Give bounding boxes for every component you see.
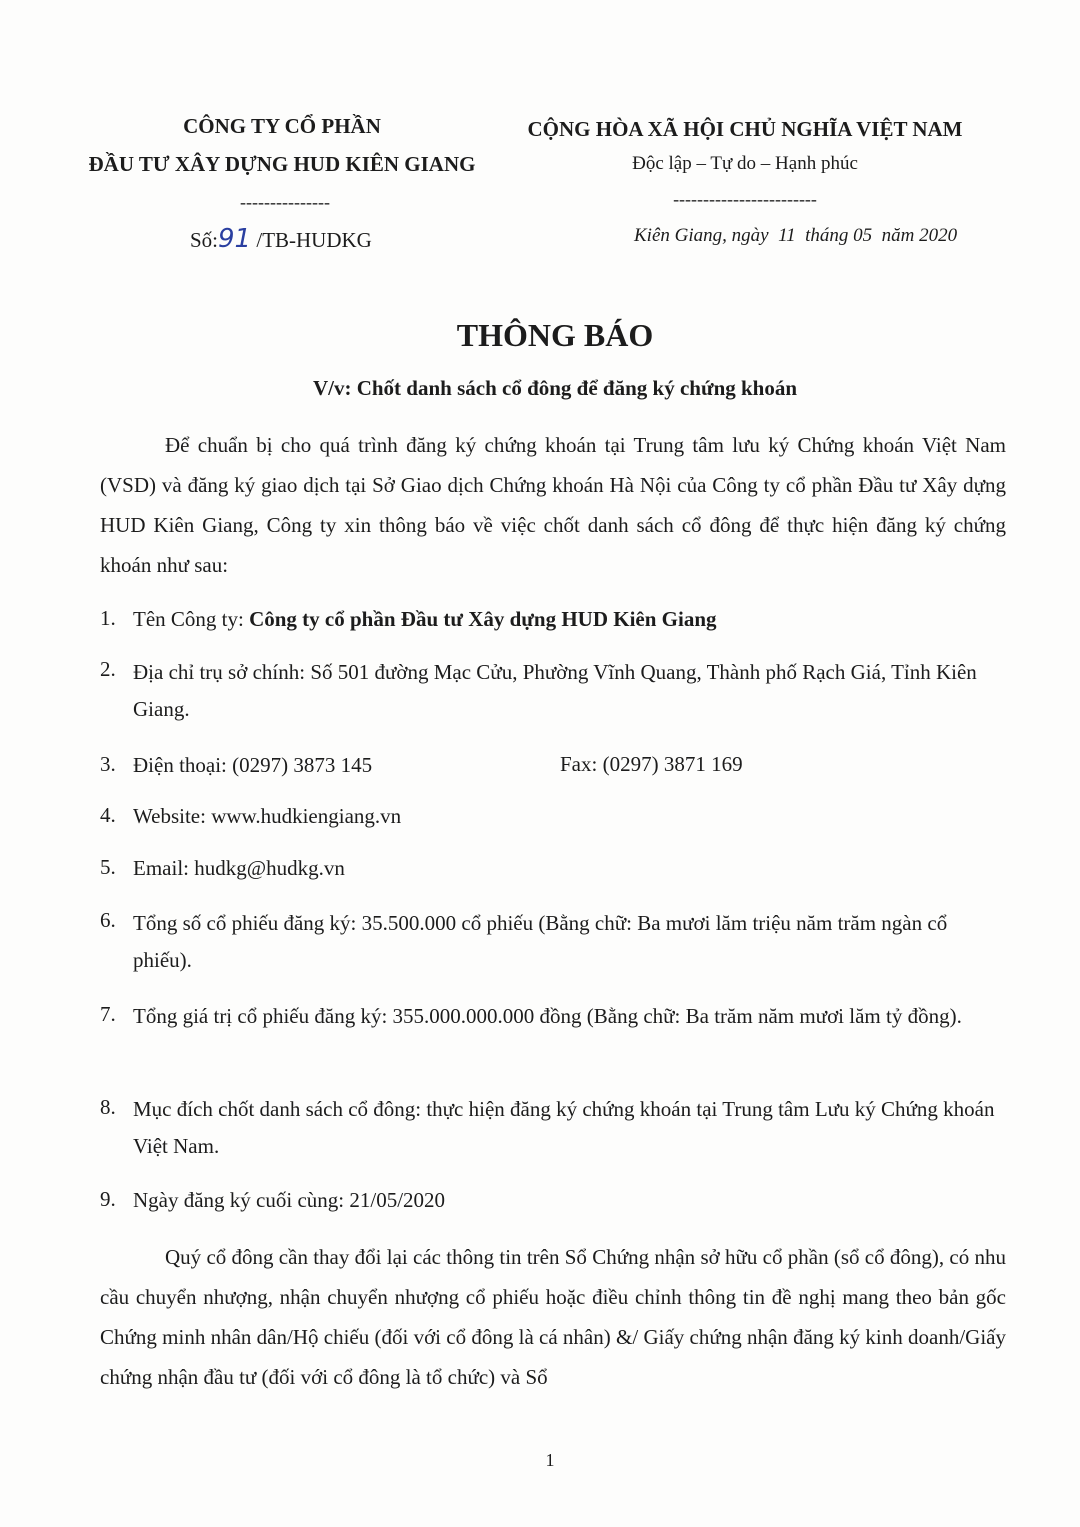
list-item-number: 8. <box>100 1095 116 1119</box>
document-number-suffix: /TB-HUDKG <box>256 228 372 252</box>
list-item-email: Email: hudkg@hudkg.vn <box>133 856 345 880</box>
company-name-line2: ĐẦU TƯ XÂY DỰNG HUD KIÊN GIANG <box>88 152 476 176</box>
list-item-share-count: Tổng số cổ phiếu đăng ký: 35.500.000 cổ phiếu (Bằng chữ: Ba mươi lăm triệu năm trăm ngàn cổ phiếu). <box>133 911 948 972</box>
list-item-number: 4. <box>100 803 116 827</box>
list-item-number: 3. <box>100 752 116 776</box>
company-label: Tên Công ty: <box>133 607 250 631</box>
document-number <box>190 224 372 254</box>
list-item-number: 5. <box>100 855 116 879</box>
list-item-number: 6. <box>100 908 116 932</box>
list-item-company <box>133 601 1006 638</box>
nation-title: CỘNG HÒA XÃ HỘI CHỦ NGHĨA VIỆT NAM <box>527 117 963 141</box>
list-item-number: 7. <box>100 1002 116 1026</box>
list-item-number: 2. <box>100 657 116 681</box>
list-item-share-value: Tổng giá trị cổ phiếu đăng ký: 355.000.000.000 đồng (Bằng chữ: Ba trăm năm mươi lăm tỷ đồng). <box>133 1004 962 1028</box>
list-item-website: Website: www.hudkiengiang.vn <box>133 804 402 828</box>
nation-motto: Độc lập – Tự do – Hạnh phúc <box>632 153 858 174</box>
intro-paragraph: Để chuẩn bị cho quá trình đăng ký chứng khoán tại Trung tâm lưu ký Chứng khoán Việt Nam (VSD) và đăng ký giao dịch tại Sở Giao dịch Chứng khoán Hà Nội của Công ty cổ phần Đầu tư Xây dựng HUD Kiên Giang, Công ty xin thông báo về việc chốt danh sách cổ đông để thực hiện đăng ký chứng khoán như sau: <box>100 433 1006 577</box>
list-item-address: Địa chỉ trụ sở chính: Số 501 đường Mạc Cửu, Phường Vĩnh Quang, Thành phố Rạch Giá, Tỉnh Kiên Giang. <box>133 660 977 721</box>
company-value: Công ty cổ phần Đầu tư Xây dựng HUD Kiên Giang <box>249 607 717 631</box>
document-subtitle: V/v: Chốt danh sách cổ đông để đăng ký chứng khoán <box>312 376 798 400</box>
company-rule: --------------- <box>240 192 330 212</box>
document-number-prefix: Số: <box>190 228 219 252</box>
nation-rule: ------------------------ <box>673 189 817 209</box>
page-number: 1 <box>545 1450 555 1470</box>
list-item-number: 1. <box>100 606 116 630</box>
document-title: THÔNG BÁO <box>456 317 654 353</box>
list-item-purpose: Mục đích chốt danh sách cổ đông: thực hiện đăng ký chứng khoán tại Trung tâm Lưu ký Chứng khoán Việt Nam. <box>133 1097 995 1158</box>
list-item-number: 9. <box>100 1187 116 1211</box>
handwritten-number: 91 <box>218 224 252 254</box>
place-date: Kiên Giang, ngày 11 tháng 05 năm 2020 <box>634 225 958 246</box>
company-name-line1: CÔNG TY CỔ PHẦN <box>183 114 381 138</box>
closing-paragraph: Quý cổ đông cần thay đổi lại các thông tin trên Sổ Chứng nhận sở hữu cổ phần (sổ cổ đông), có nhu cầu chuyển nhượng, nhận chuyển nhượng cổ phiếu hoặc điều chỉnh thông tin đề nghị mang theo bản gốc Chứng minh nhân dân/Hộ chiếu (đối với cổ đông là cá nhân) &/ Giấy chứng nhận đăng ký kinh doanh/Giấy chứng nhận đầu tư (đối với cổ đông là tổ chức) và Sổ <box>100 1245 1006 1389</box>
list-item-phone: Điện thoại: (0297) 3873 145 <box>133 753 373 777</box>
fax-number: Fax: (0297) 3871 169 <box>560 752 743 776</box>
list-item-record-date: Ngày đăng ký cuối cùng: 21/05/2020 <box>133 1188 446 1212</box>
